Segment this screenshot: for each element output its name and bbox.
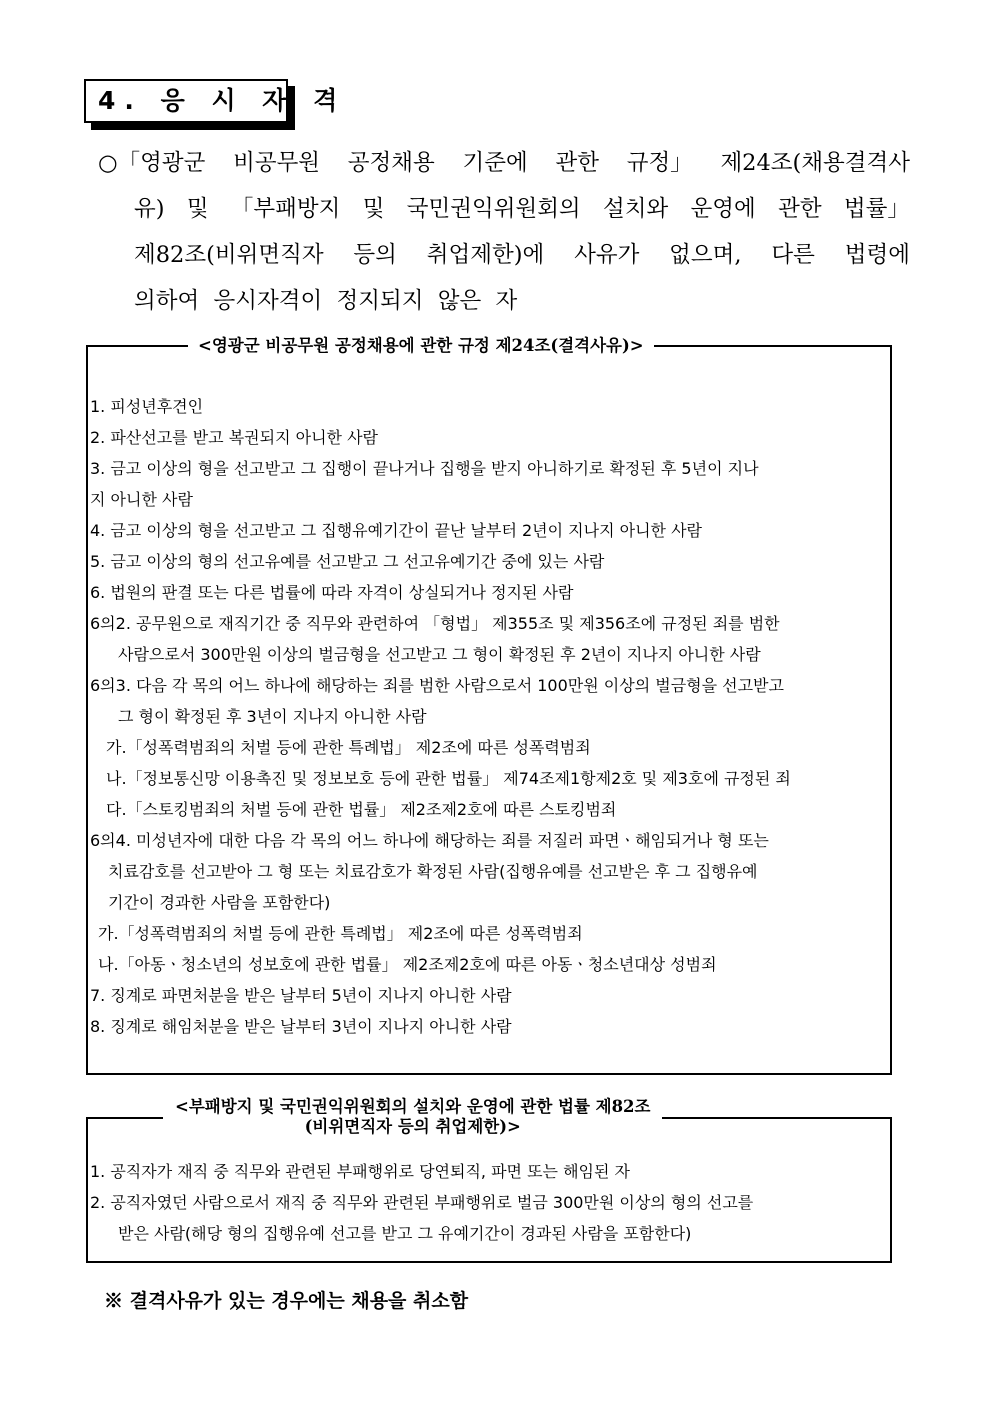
- box-title-line-1: <부패방지 및 국민권익위원회의 설치와 운영에 관한 법률 제82조: [175, 1097, 651, 1116]
- list-item: 사람으로서 300만원 이상의 벌금형을 선고받고 그 형이 확정된 후 2년이 지나지 아니한 사람: [118, 645, 761, 664]
- intro-line-4: [98, 278, 910, 324]
- intro-word: 국민권익위원회의: [406, 196, 581, 222]
- list-item: 2. 공직자였던 사람으로서 재직 중 직무와 관련된 부패행위로 벌금 300만원 이상의 형의 선고를: [90, 1193, 754, 1212]
- list-item: 가.「성폭력범죄의 처벌 등에 관한 특례법」 제2조에 따른 성폭력범죄: [98, 924, 583, 943]
- intro-word: 규정」: [626, 150, 693, 176]
- intro-word: 없으며,: [669, 242, 742, 268]
- box-title-line-2: (비위면직자 등의 취업제한)>: [304, 1117, 521, 1136]
- intro-line-4-text: 의하여 응시자격이 정지되지 않은 자: [134, 288, 518, 314]
- list-item: 6. 법원의 판결 또는 다른 법률에 따라 자격이 상실되거나 정지된 사람: [90, 583, 574, 602]
- intro-word: 관한: [555, 150, 599, 176]
- intro-word: 법령에: [844, 242, 910, 268]
- intro-word: 운영에: [690, 196, 756, 222]
- list-item: 받은 사람(해당 형의 집행유예 선고를 받고 그 유예기간이 경과된 사람을 포함한다): [118, 1224, 692, 1243]
- intro-line-2: [98, 186, 910, 232]
- intro-word: 관한: [778, 196, 822, 222]
- cancellation-note: ※ 결격사유가 있는 경우에는 채용을 취소함: [104, 1290, 469, 1312]
- intro-word: 「부패방지: [230, 196, 341, 222]
- eligibility-paragraph: [98, 140, 910, 324]
- list-item: 4. 금고 이상의 형을 선고받고 그 집행유예기간이 끝난 날부터 2년이 지나지 아니한 사람: [90, 521, 702, 540]
- intro-word: ○「영광군: [98, 150, 206, 176]
- intro-line-1: [98, 140, 910, 186]
- list-item: 치료감호를 선고받아 그 형 또는 치료감호가 확정된 사람(집행유예를 선고받은 후 그 집행유예: [108, 862, 758, 881]
- intro-word: 제82조(비위면직자: [134, 242, 324, 268]
- intro-word: 법률」: [843, 196, 910, 222]
- intro-word: 및: [186, 196, 209, 222]
- disqualification-box-title: <영광군 비공무원 공정채용에 관한 규정 제24조(결격사유)>: [188, 333, 654, 359]
- employment-restriction-box-title: [163, 1097, 662, 1137]
- list-item: 다.「스토킹범죄의 처벌 등에 관한 법률」 제2조제2호에 따른 스토킹범죄: [106, 800, 617, 819]
- list-item: 3. 금고 이상의 형을 선고받고 그 집행이 끝나거나 집행을 받지 아니하기로 확정된 후 5년이 지나: [90, 459, 759, 478]
- list-item: 1. 공직자가 재직 중 직무와 관련된 부패행위로 당연퇴직, 파면 또는 해임된 자: [90, 1162, 630, 1181]
- disqualification-list: [90, 391, 890, 1042]
- list-item: 나.「아동ㆍ청소년의 성보호에 관한 법률」 제2조제2호에 따른 아동ㆍ청소년대상 성범죄: [98, 955, 717, 974]
- list-item: 6의4. 미성년자에 대한 다음 각 목의 어느 하나에 해당하는 죄를 저질러 파면ㆍ해임되거나 형 또는: [90, 831, 769, 850]
- list-item: 7. 징계로 파면처분을 받은 날부터 5년이 지나지 아니한 사람: [90, 986, 512, 1005]
- list-item: 6의2. 공무원으로 재직기간 중 직무와 관련하여 「형법」 제355조 및 제356조에 규정된 죄를 범한: [90, 614, 780, 633]
- disqualification-box: [86, 336, 892, 1075]
- employment-restriction-list: [90, 1156, 890, 1249]
- intro-word: 공정채용: [347, 150, 435, 176]
- intro-line-3: [98, 232, 910, 278]
- list-item: 2. 파산선고를 받고 복권되지 아니한 사람: [90, 428, 378, 447]
- intro-word: 유): [134, 196, 165, 222]
- list-item: 6의3. 다음 각 목의 어느 하나에 해당하는 죄를 범한 사람으로서 100만원 이상의 벌금형을 선고받고: [90, 676, 784, 695]
- list-item: 기간이 경과한 사람을 포함한다): [108, 893, 331, 912]
- list-item: 8. 징계로 해임처분을 받은 날부터 3년이 지나지 아니한 사람: [90, 1017, 512, 1036]
- intro-word: 등의: [353, 242, 397, 268]
- list-item: 그 형이 확정된 후 3년이 지나지 아니한 사람: [118, 707, 427, 726]
- intro-word: 사유가: [574, 242, 640, 268]
- section-title: 4. 응 시 자 격: [84, 79, 288, 123]
- intro-word: 제24조(채용결격사: [720, 150, 910, 176]
- intro-word: 설치와: [603, 196, 669, 222]
- intro-word: 비공무원: [233, 150, 321, 176]
- list-item: 가.「성폭력범죄의 처벌 등에 관한 특례법」 제2조에 따른 성폭력범죄: [106, 738, 591, 757]
- list-item: 1. 피성년후견인: [90, 397, 204, 416]
- employment-restriction-box: [86, 1097, 892, 1263]
- intro-word: 다른: [771, 242, 815, 268]
- list-item: 지 아니한 사람: [90, 490, 193, 509]
- intro-word: 및: [362, 196, 385, 222]
- list-item: 나.「정보통신망 이용촉진 및 정보보호 등에 관한 법률」 제74조제1항제2호 및 제3호에 규정된 죄: [106, 769, 791, 788]
- intro-word: 기준에: [462, 150, 528, 176]
- list-item: 5. 금고 이상의 형의 선고유예를 선고받고 그 선고유예기간 중에 있는 사람: [90, 552, 605, 571]
- intro-word: 취업제한)에: [426, 242, 545, 268]
